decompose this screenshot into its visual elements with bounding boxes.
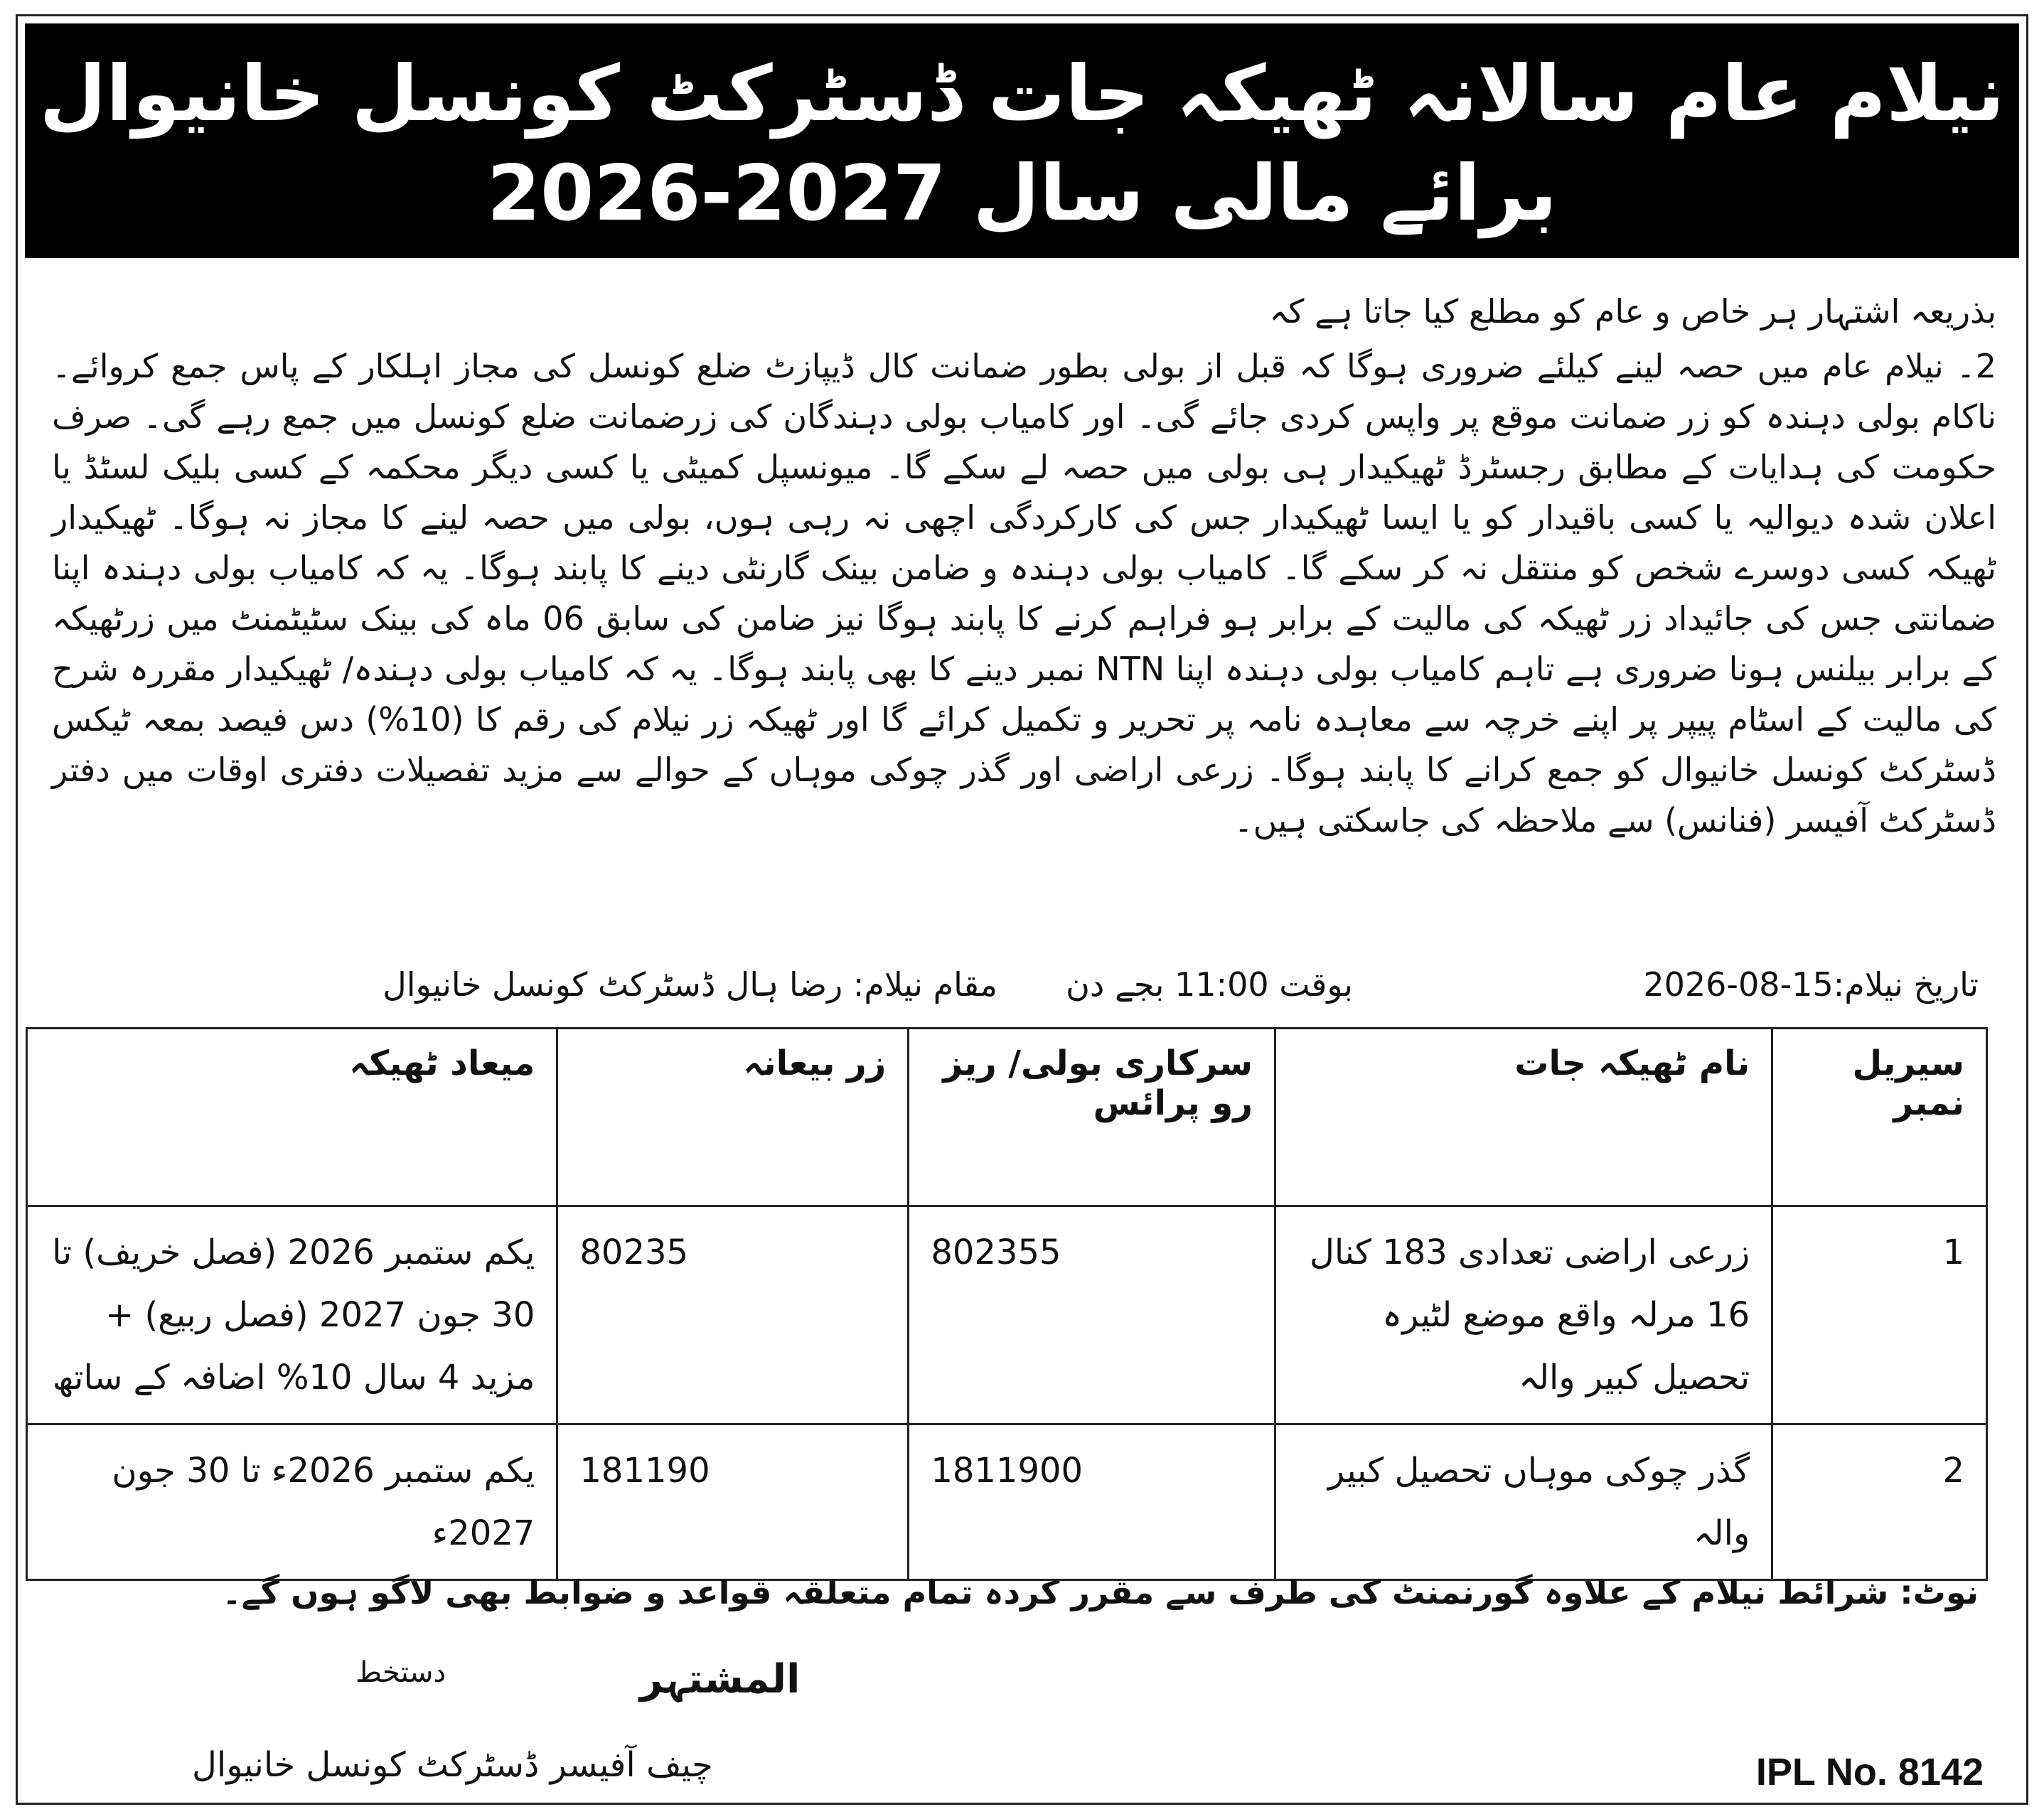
- notice-subtitle: برائے مالی سال 2027-2026: [486, 149, 1558, 238]
- row-name: زرعی اراضی تعدادی 183 کنال 16 مرلہ واقع موضع لٹیرہ تحصیل کبیر والہ: [1275, 1206, 1772, 1424]
- row-reserve-price: 802355: [909, 1206, 1275, 1424]
- row-earnest-money: 181190: [557, 1424, 909, 1580]
- auction-date: تاریخ نیلام:15-08-2026: [1643, 965, 1979, 1004]
- table-row: [27, 1424, 1987, 1580]
- row-serial: 1: [1772, 1206, 1987, 1424]
- signing-officer: چیف آفیسر ڈسٹرکٹ کونسل خانیوال: [192, 1745, 713, 1785]
- contracts-table: [26, 1027, 1988, 1581]
- table-header-row: [27, 1029, 1987, 1206]
- table-row: [27, 1206, 1987, 1424]
- auction-time: بوقت 11:00 بجے دن: [1066, 965, 1353, 1004]
- notice-title: نیلام عام سالانہ ٹھیکہ جات ڈسٹرکٹ کونسل خانیوال: [39, 50, 2005, 139]
- row-contract-term: یکم ستمبر 2026 (فصل خریف) تا 30 جون 2027 (فصل ربیع) + مزید 4 سال 10% اضافہ کے ساتھ: [27, 1206, 557, 1424]
- ipl-number: IPL No. 8142: [1755, 1751, 1984, 1793]
- header-serial: سیریل نمبر: [1772, 1029, 1987, 1206]
- title-banner: [25, 23, 2019, 258]
- intro-line: بذریعہ اشتہار ہر خاص و عام کو مطلع کیا جاتا ہے کہ: [1269, 292, 1996, 331]
- conditions-paragraph: 2۔ نیلام عام میں حصہ لینے کیلئے ضروری ہوگا کہ قبل از بولی بطور ضمانت کال ڈیپازٹ ضلع کونسل کی مجاز اہلکار کے پاس جمع کروائے۔ ناکام بولی دہندہ کو زر ضمانت موقع پر واپس کردی جائے گی۔ اور کامیاب بولی دہندگان کی زرضمانت ضلع کونسل میں جمع رہے گی۔ صرف حکومت کی ہدایات کے مطابق رجسٹرڈ ٹھیکیدار ہی بولی میں حصہ لے سکے گا۔ میونسپل کمیٹی یا کسی دیگر محکمہ کے کسی بلیک لسٹڈ یا اعلان شدہ دیوالیہ یا کسی باقیدار کو یا ایسا ٹھیکیدار جس کی کارکردگی اچھی نہ رہی ہوں، بولی میں حصہ لینے کا مجاز نہ ہوگا۔ ٹھیکیدار ٹھیکہ کسی دوسرے شخص کو منتقل نہ کر سکے گا۔ کامیاب بولی دہندہ و ضامن بینک گارنٹی دینے کا پابند ہوگا۔ یہ کہ کامیاب بولی دہندہ اپنا ضمانتی جس کی جائیداد زر ٹھیکہ کی مالیت کے برابر ہو فراہم کرنے کا پابند ہوگا نیز ضامن کی سابق 06 ماہ کی بینک سٹیٹمنٹ میں زرٹھیکہ کے برابر بیلنس ہونا ضروری ہے تاہم کامیاب بولی دہندہ اپنا NTN نمبر دینے کا بھی پابند ہوگا۔ یہ کہ کامیاب بولی دہندہ/ ٹھیکیدار مقررہ شرح کی مالیت کے اسٹام پیپر پر اپنے خرچہ سے معاہدہ نامہ پر تحریر و تکمیل کرائے گا اور ٹھیکہ زر نیلام کی رقم کا (10%) دس فیصد بمعہ ٹیکس ڈسٹرکٹ کونسل خانیوال کو جمع کرانے کا پابند ہوگا۔ زرعی اراضی اور گذر چوکی موہاں کے حوالے سے مزید تفصیلات دفتری اوقات میں دفتر ڈسٹرکٹ آفیسر (فنانس) سے ملاحظہ کی جاسکتی ہیں۔: [52, 347, 1997, 839]
- header-reserve-price: سرکاری بولی/ ریز رو پرائس: [909, 1029, 1275, 1206]
- advertiser-label: المشتہر: [640, 1656, 801, 1702]
- footer-note: نوٹ: شرائط نیلام کے علاوہ گورنمنٹ کی طرف سے مقرر کردہ تمام متعلقہ قواعد و ضوابط بھی لاگو ہوں گے۔: [222, 1573, 1979, 1611]
- row-reserve-price: 1811900: [909, 1424, 1275, 1580]
- row-name: گذر چوکی موہاں تحصیل کبیر والہ: [1275, 1424, 1772, 1580]
- auction-details: [34, 960, 1979, 1009]
- row-contract-term: یکم ستمبر 2026ء تا 30 جون 2027ء: [27, 1424, 557, 1580]
- row-earnest-money: 80235: [557, 1206, 909, 1424]
- header-contract-term: میعاد ٹھیکہ: [27, 1029, 557, 1206]
- header-earnest-money: زر بیعانہ: [557, 1029, 909, 1206]
- notice-body: [52, 286, 1996, 846]
- row-serial: 2: [1772, 1424, 1987, 1580]
- signature-label: دستخط: [355, 1656, 446, 1689]
- header-name: نام ٹھیکہ جات: [1275, 1029, 1772, 1206]
- auction-place: مقام نیلام: رضا ہال ڈسٹرکٹ کونسل خانیوال: [382, 965, 997, 1004]
